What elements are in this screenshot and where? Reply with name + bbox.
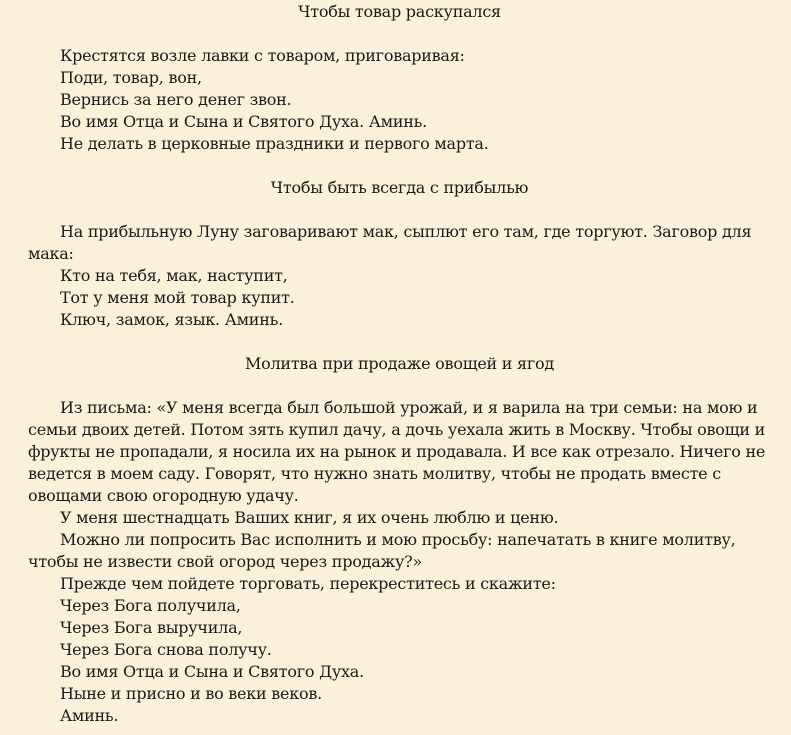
spacer — [28, 23, 771, 45]
paragraph: Через Бога выручила, — [60, 618, 243, 637]
paragraph: Кто на тебя, мак, наступит, — [60, 266, 288, 285]
paragraph: Из письма: «У меня всегда был большой урожай, и я варила на три семьи: на мою и семьи двоих детей. Потом зять купил дачу, а дочь уехала жить в Москву. Чтобы овощи и фрукты не пропадали, я носила их на рынок и продавала. И все как отрезало. Ничего не ведется в моем саду. Говорят, что нужно знать молитву, чтобы не продать вместе с овощами свою огородную удачу. — [28, 398, 766, 505]
paragraph: Не делать в церковные праздники и первого марта. — [60, 134, 489, 153]
spacer — [28, 331, 771, 353]
paragraph: Крестятся возле лавки с товаром, приговаривая: — [60, 46, 465, 65]
section-heading: Молитва при продаже овощей и ягод — [244, 354, 554, 373]
paragraph: Тот у меня мой товар купит. — [60, 288, 295, 307]
section-heading: Чтобы товар раскупался — [298, 2, 501, 21]
paragraph: Через Бога получила, — [60, 596, 241, 615]
paragraph: Вернись за него денег звон. — [60, 90, 292, 109]
paragraph: Ключ, замок, язык. Аминь. — [60, 310, 283, 329]
spacer — [28, 155, 771, 177]
paragraph: Во имя Отца и Сына и Святого Духа. Аминь. — [60, 112, 427, 131]
spacer — [28, 199, 771, 221]
paragraph: Прежде чем пойдете торговать, перекреститесь и скажите: — [60, 574, 556, 593]
paragraph: На прибыльную Луну заговаривают мак, сыплют его там, где торгуют. Заговор для мака: — [28, 222, 752, 263]
paragraph: Аминь. — [60, 706, 119, 725]
paragraph: Можно ли попросить Вас исполнить и мою просьбу: напечатать в книге молитву, чтобы не извести свой огород через продажу?» — [28, 530, 736, 571]
section-heading: Чтобы быть всегда с прибылью — [270, 178, 529, 197]
paragraph: У меня шестнадцать Ваших книг, я их очень люблю и ценю. — [60, 508, 559, 527]
paragraph: Ныне и присно и во веки веков. — [60, 684, 322, 703]
paragraph: Поди, товар, вон, — [60, 68, 202, 87]
paragraph: Через Бога снова получу. — [60, 640, 272, 659]
paragraph: Во имя Отца и Сына и Святого Духа. — [60, 662, 364, 681]
spacer — [28, 375, 771, 397]
